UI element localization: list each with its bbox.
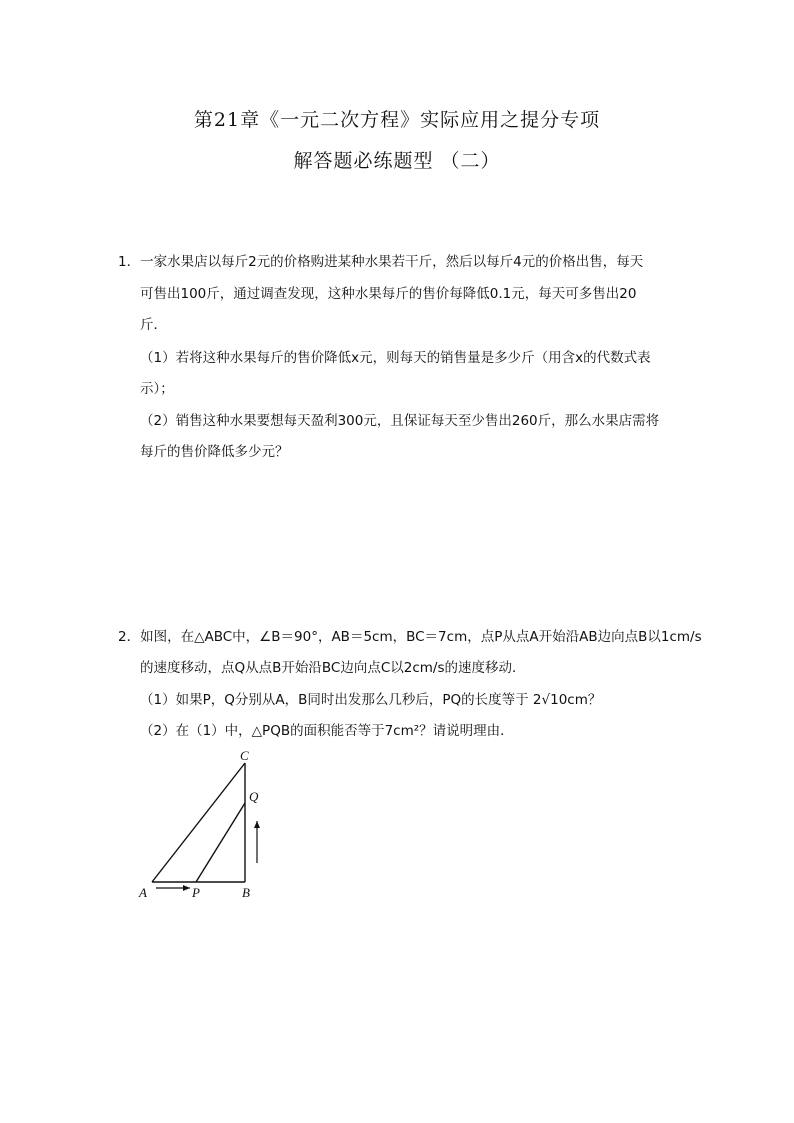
q1-line2: 可售出100斤，通过调查发现，这种水果每斤的售价每降低0.1元，每天可多售出20 (140, 286, 637, 302)
page-subtitle: 解答题必练题型 （二） (293, 150, 501, 172)
label-c: C (240, 748, 249, 763)
arrow-up-icon (254, 821, 260, 863)
q1-part1-line2: 示）； (140, 381, 174, 397)
q1-part1-line1: （1）若将这种水果每斤的售价降低x元，则每天的销售量是多少斤（用含x的代数式表 (140, 350, 651, 366)
q2-line2: 的速度移动，点Q从点B开始沿BC边向点C以2cm/s的速度移动． (140, 660, 526, 676)
q1-line3: 斤． (140, 317, 167, 333)
label-a: A (139, 885, 147, 900)
q2-part1: （1）如果P，Q分别从A，B同时出发那么几秒后，PQ的长度等于 2√10cm？ (140, 692, 602, 708)
q2-line1: 2．如图，在△ABC中，∠B＝90°，AB＝5cm，BC＝7cm，点P从点A开始沿AB边向点B以1cm/s (118, 629, 702, 645)
q1-line1: 1．一家水果店以每斤2元的价格购进某种水果若干斤，然后以每斤4元的价格出售，每天 (118, 254, 644, 270)
label-b: B (242, 885, 250, 900)
label-p: P (192, 885, 200, 900)
q1-part2-line1: （2）销售这种水果要想每天盈利300元，且保证每天至少售出260斤，那么水果店需将 (140, 413, 660, 429)
q1-part2-line2: 每斤的售价降低多少元？ (140, 444, 289, 460)
q2-part2: （2）在（1）中，△PQB的面积能否等于7cm²？请说明理由． (140, 723, 514, 739)
label-q: Q (249, 789, 259, 804)
segment-pq (196, 803, 245, 882)
triangle-figure (130, 745, 280, 905)
page-title: 第21章《一元二次方程》实际应用之提分专项 (193, 109, 601, 131)
segment-ac (152, 763, 245, 882)
arrow-right-icon (156, 885, 190, 891)
